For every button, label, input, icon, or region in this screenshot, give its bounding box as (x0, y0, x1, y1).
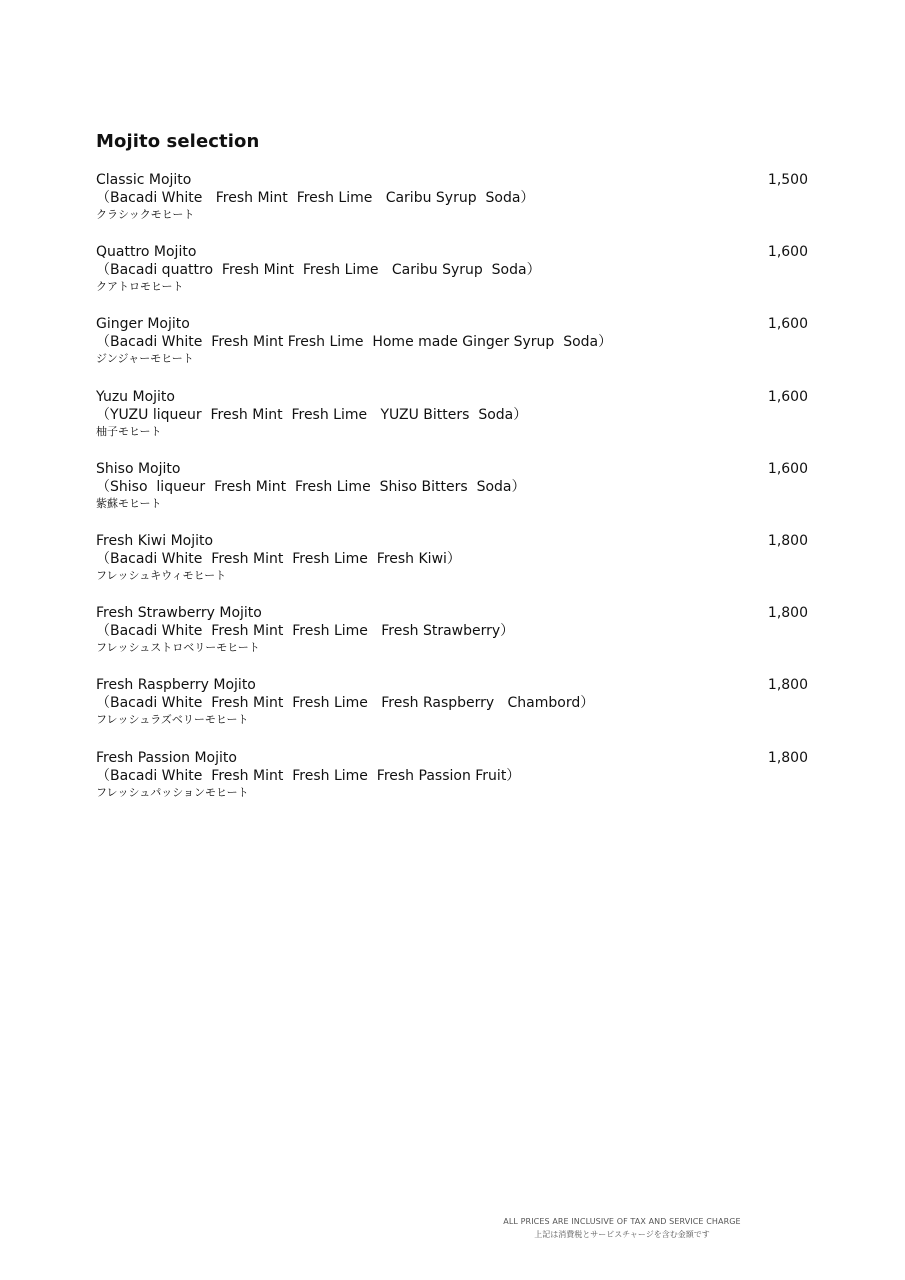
item-price: 1,600 (767, 388, 808, 405)
item-name: Fresh Kiwi Mojito (96, 532, 214, 549)
price-notice (492, 1216, 752, 1242)
menu-item (96, 604, 808, 676)
item-price: 1,800 (767, 605, 808, 622)
item-ingredients: （Shiso liqueur Fresh Mint Fresh Lime Shiso Bitters Soda） (96, 478, 526, 495)
item-price: 1,500 (767, 172, 808, 188)
item-ingredients: （Bacadi White Fresh Mint Fresh Lime Home made Ginger Syrup Soda） (96, 334, 613, 351)
item-price: 1,800 (767, 749, 808, 766)
item-japanese-name: フレッシュキウィモヒート (96, 568, 227, 582)
item-name: Fresh Strawberry Mojito (96, 605, 262, 622)
item-japanese-name: 紫蘇モヒート (96, 496, 162, 510)
item-name: Classic Mojito (96, 172, 192, 188)
item-japanese-name: 柚子モヒート (96, 424, 162, 438)
menu-item (96, 749, 808, 821)
item-price: 1,600 (767, 244, 808, 261)
item-price: 1,800 (767, 532, 808, 549)
price-notice-japanese: 上記は消費税とサービスチャージを含む金額です (534, 1230, 710, 1239)
menu-item (96, 315, 808, 387)
menu-item (96, 532, 808, 604)
item-name: Shiso Mojito (96, 460, 181, 477)
item-ingredients: （Bacadi White Fresh Mint Fresh Lime Fresh Passion Fruit） (96, 767, 521, 784)
menu-list (96, 171, 808, 821)
menu-item (96, 171, 808, 243)
item-japanese-name: クラシックモヒート (96, 208, 195, 221)
item-ingredients: （Bacadi White Fresh Mint Fresh Lime Fresh Kiwi） (96, 550, 461, 567)
menu-item (96, 388, 808, 460)
item-ingredients: （Bacadi White Fresh Mint Fresh Lime Fresh Strawberry） (96, 623, 515, 640)
item-ingredients: （YUZU liqueur Fresh Mint Fresh Lime YUZU Bitters Soda） (96, 406, 528, 423)
item-name: Quattro Mojito (96, 244, 197, 261)
item-ingredients: （Bacadi quattro Fresh Mint Fresh Lime Caribu Syrup Soda） (96, 262, 541, 279)
item-name: Yuzu Mojito (96, 388, 175, 405)
menu-item (96, 243, 808, 315)
item-japanese-name: ジンジャーモヒート (96, 352, 194, 366)
item-ingredients: （Bacadi White Fresh Mint Fresh Lime Fresh Raspberry Chambord） (96, 695, 595, 712)
section-title: Mojito selection (96, 131, 260, 152)
item-japanese-name: フレッシュストロベリーモヒート (96, 641, 260, 655)
item-japanese-name: クアトロモヒート (96, 280, 184, 294)
item-price: 1,800 (767, 677, 808, 694)
item-name: Fresh Raspberry Mojito (96, 677, 256, 694)
item-price: 1,600 (767, 460, 808, 477)
price-notice-english: ALL PRICES ARE INCLUSIVE OF TAX AND SERVICE CHARGE (503, 1217, 741, 1226)
item-ingredients: （Bacadi White Fresh Mint Fresh Lime Caribu Syrup Soda） (96, 190, 535, 206)
menu-item (96, 676, 808, 748)
item-japanese-name: フレッシュパッションモヒート (96, 785, 249, 799)
item-japanese-name: フレッシュラズベリーモヒート (96, 713, 249, 727)
menu-item (96, 460, 808, 532)
item-price: 1,600 (767, 316, 808, 333)
item-name: Fresh Passion Mojito (96, 749, 237, 766)
item-name: Ginger Mojito (96, 316, 190, 333)
